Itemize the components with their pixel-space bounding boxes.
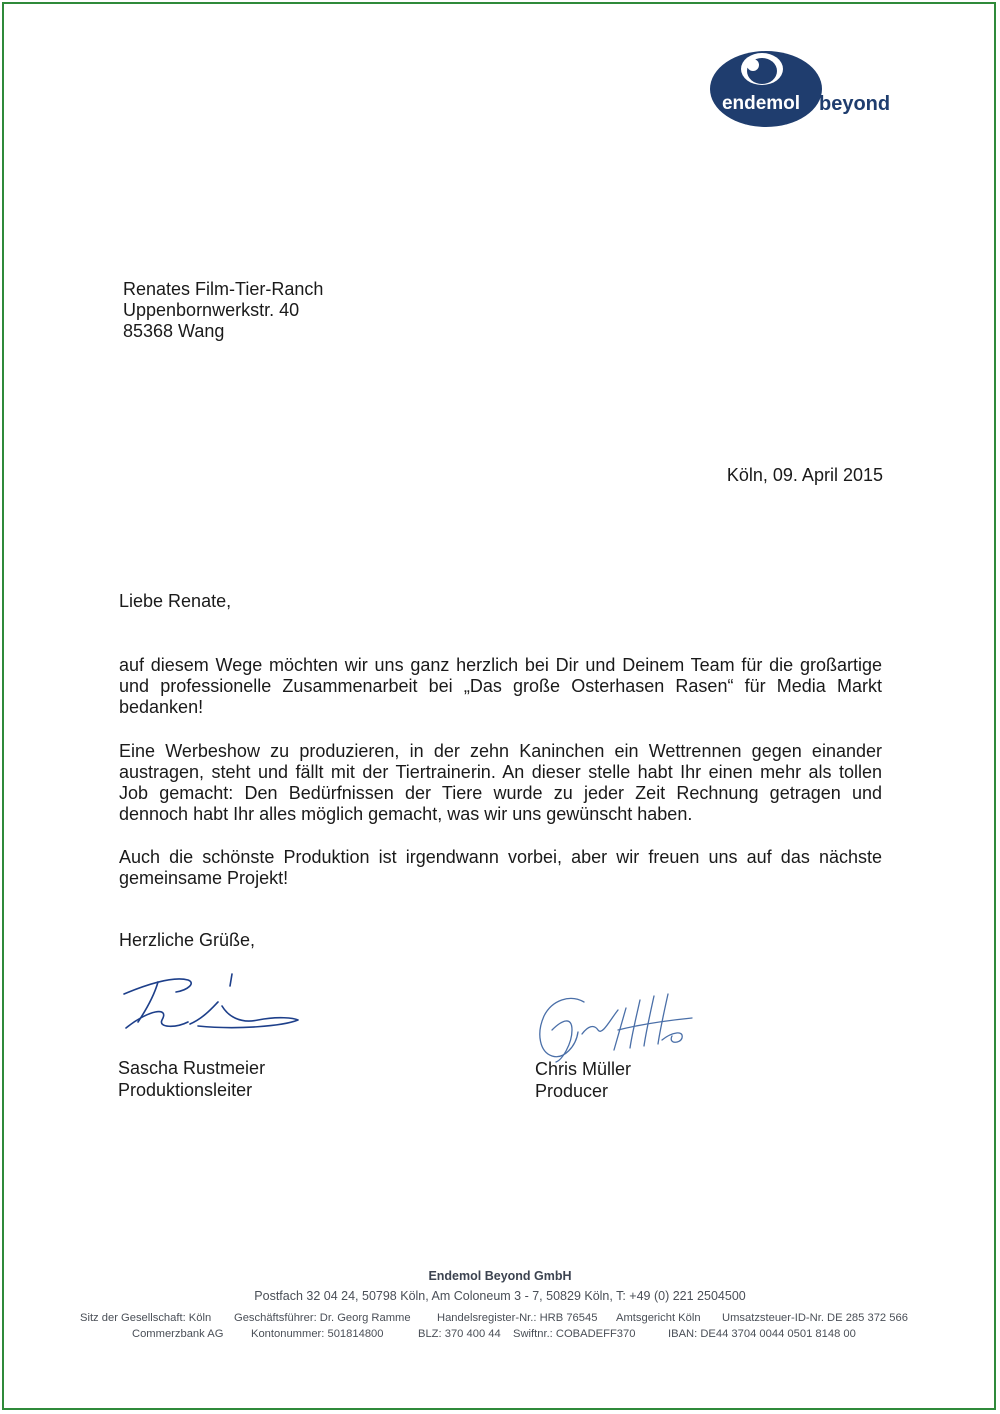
recipient-name: Renates Film-Tier-Ranch (123, 279, 324, 299)
recipient-address (123, 279, 323, 342)
signature-sascha-rustmeier (118, 966, 308, 1038)
recipient-street: Uppenbornwerkstr. 40 (123, 300, 300, 320)
signer-name: Chris Müller (535, 1059, 632, 1079)
footer-ceo: Geschäftsführer: Dr. Georg Ramme (234, 1312, 411, 1324)
letter-date: Köln, 09. April 2015 (726, 465, 883, 485)
paragraph-line: Auch die schönste Produktion ist irgendwann vorbei, aber wir freuen uns auf das nächste (119, 847, 882, 867)
paragraph-line: Eine Werbeshow zu produzieren, in der zehn Kaninchen ein Wettrennen gegen einander (119, 741, 882, 761)
signer-block-2 (535, 1059, 631, 1103)
signer-block-1 (118, 1058, 265, 1102)
paragraph-line: Job gemacht: Den Bedürfnissen der Tiere wurde zu jeder Zeit Rechnung getragen und (119, 783, 882, 803)
paragraph-line: gemeinsame Projekt! (119, 868, 289, 888)
footer-court: Amtsgericht Köln (616, 1312, 701, 1324)
endemol-beyond-logo (704, 50, 894, 132)
body-paragraph-2 (119, 741, 882, 825)
salutation: Liebe Renate, (119, 591, 232, 611)
footer-seat: Sitz der Gesellschaft: Köln (80, 1312, 212, 1324)
footer-vat: Umsatzsteuer-ID-Nr. DE 285 372 566 (722, 1312, 908, 1324)
closing-greeting: Herzliche Grüße, (119, 930, 256, 950)
footer-blz: BLZ: 370 400 44 (418, 1328, 501, 1340)
footer-address: Postfach 32 04 24, 50798 Köln, Am Coloneum 3 - 7, 50829 Köln, T: +49 (0) 221 2504500 (254, 1289, 746, 1303)
body-paragraph-3 (119, 847, 882, 889)
footer-iban: IBAN: DE44 3704 0044 0501 8148 00 (668, 1328, 856, 1340)
signer-title: Produktionsleiter (118, 1080, 253, 1100)
paragraph-line: dennoch habt Ihr alles möglich gemacht, was wir uns gewünscht haben. (119, 804, 693, 824)
logo-endemol-text: endemol (721, 93, 801, 114)
body-paragraph-1 (119, 655, 882, 718)
logo-beyond-text: beyond (819, 93, 891, 115)
footer-register: Handelsregister-Nr.: HRB 76545 (437, 1312, 598, 1324)
paragraph-line: auf diesem Wege möchten wir uns ganz herzlich bei Dir und Deinem Team für die großartige (119, 655, 882, 675)
paragraph-line: und professionelle Zusammenarbeit bei „Das große Osterhasen Rasen“ für Media Markt (119, 676, 882, 696)
signer-title: Producer (535, 1081, 609, 1101)
paragraph-line: bedanken! (119, 697, 204, 717)
footer-swift: Swiftnr.: COBADEFF370 (513, 1328, 636, 1340)
paragraph-line: austragen, steht und fällt mit der Tiertrainerin. An dieser stelle habt Ihr einen mehr als tollen (119, 762, 882, 782)
recipient-city: 85368 Wang (123, 321, 225, 341)
footer-company-name: Endemol Beyond GmbH (428, 1269, 572, 1283)
signature-chris-mueller (522, 990, 722, 1065)
footer-account: Kontonummer: 501814800 (251, 1328, 384, 1340)
footer-bank: Commerzbank AG (132, 1328, 224, 1340)
signer-name: Sascha Rustmeier (118, 1058, 266, 1078)
